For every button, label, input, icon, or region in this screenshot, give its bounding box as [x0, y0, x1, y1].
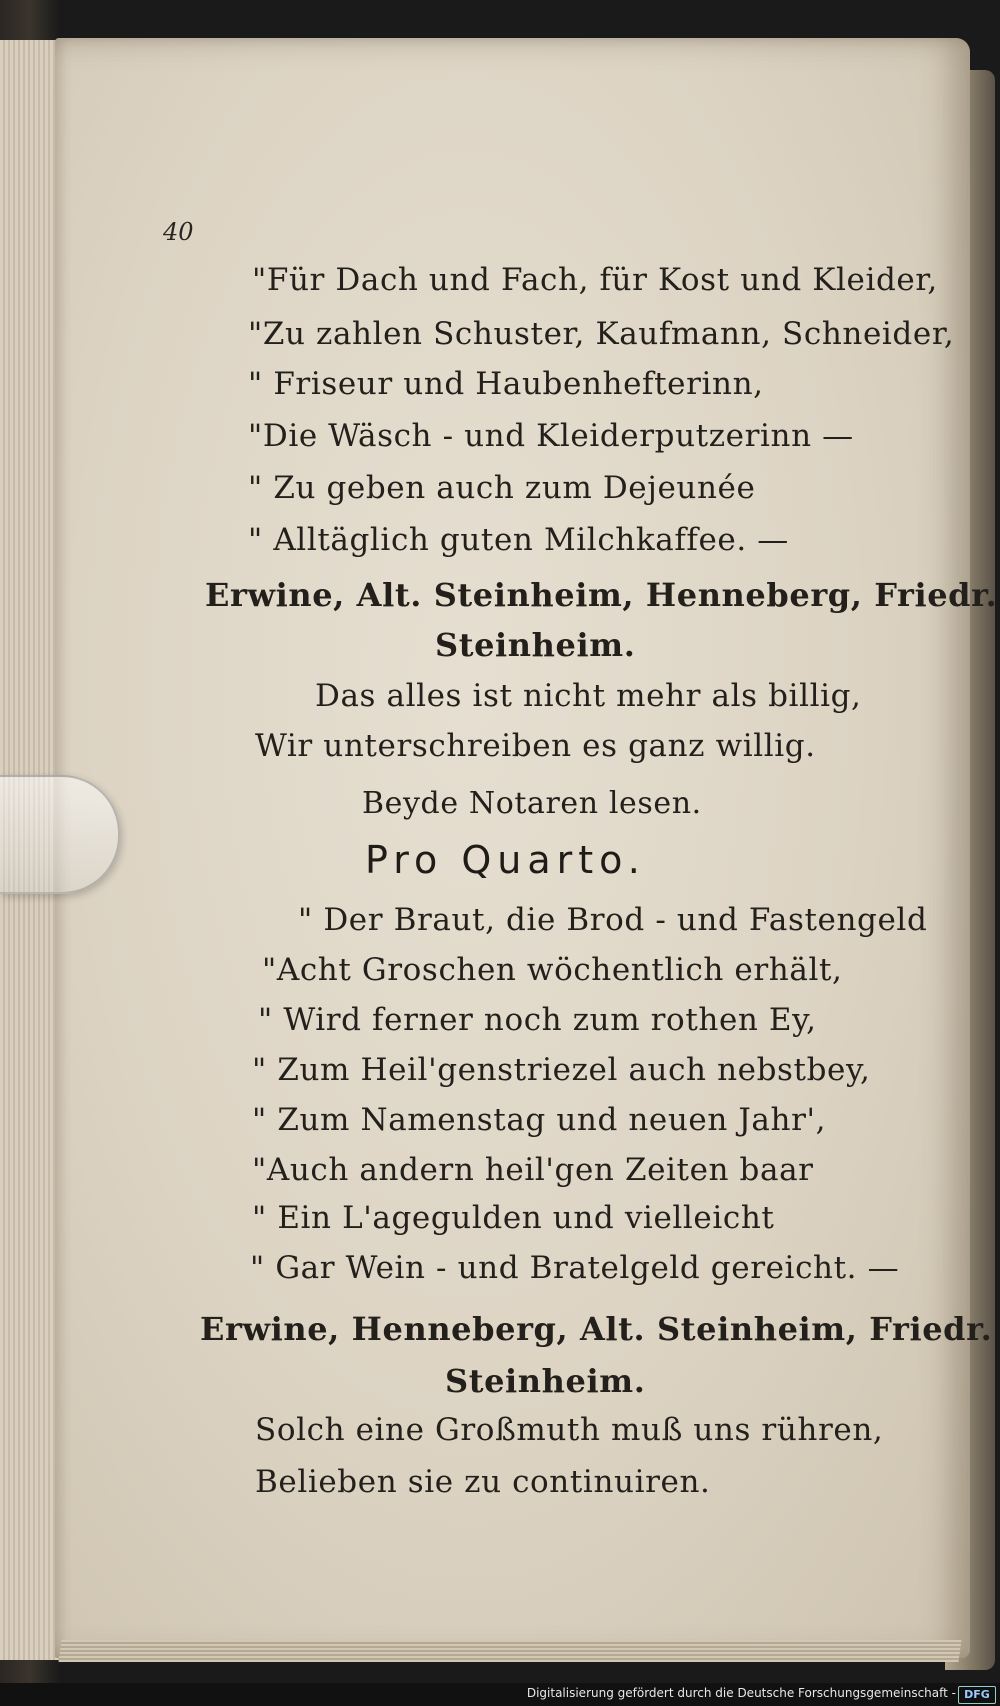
verse-line: "Für Dach und Fach, für Kost und Kleider, — [252, 262, 938, 298]
footer-credit: Digitalisierung gefördert durch die Deutsche Forschungsgemeinschaft - — [526, 1686, 956, 1700]
speaker-names-continued: Steinheim. — [435, 626, 636, 664]
stage-direction: Beyde Notaren lesen. — [362, 786, 702, 821]
verse-line: Solch eine Großmuth muß uns rühren, — [255, 1412, 884, 1448]
verse-line: Belieben sie zu continuiren. — [255, 1464, 711, 1500]
verse-line: "Auch andern heil'gen Zeiten baar — [252, 1152, 814, 1188]
verse-line: " Zum Heil'genstriezel auch nebstbey, — [252, 1052, 871, 1088]
verse-line: "Die Wäsch - und Kleiderputzerinn — — [248, 418, 854, 454]
footer-bar — [0, 1683, 1000, 1706]
verse-line: " Der Braut, die Brod - und Fastengeld — [298, 902, 928, 938]
verse-line: " Friseur und Haubenhefterinn, — [248, 366, 764, 402]
page-clip — [0, 775, 120, 894]
verse-line: "Zu zahlen Schuster, Kaufmann, Schneider, — [248, 316, 955, 352]
book-page-edges-bottom — [58, 1640, 961, 1662]
verse-line: Wir unterschreiben es ganz willig. — [255, 728, 816, 764]
speaker-names: Erwine, Alt. Steinheim, Henneberg, Friedr. — [205, 576, 998, 614]
verse-line: Das alles ist nicht mehr als billig, — [315, 678, 862, 714]
verse-line: " Wird ferner noch zum rothen Ey, — [258, 1002, 817, 1038]
section-heading: Pro Quarto. — [365, 838, 646, 882]
dfg-logo-icon: DFG — [958, 1686, 996, 1704]
speaker-names-continued: Steinheim. — [445, 1362, 646, 1400]
verse-line: " Zu geben auch zum Dejeunée — [248, 470, 756, 506]
verse-line: " Alltäglich guten Milchkaffee. — — [248, 522, 789, 558]
verse-line: " Gar Wein - und Bratelgeld gereicht. — — [250, 1250, 900, 1286]
verse-line: " Zum Namenstag und neuen Jahr', — [252, 1102, 827, 1138]
verse-line: "Acht Groschen wöchentlich erhält, — [262, 952, 843, 988]
page-number: 40 — [163, 218, 194, 246]
verse-line: " Ein L'agegulden und vielleicht — [252, 1200, 775, 1236]
speaker-names: Erwine, Henneberg, Alt. Steinheim, Friedr. — [200, 1310, 993, 1348]
